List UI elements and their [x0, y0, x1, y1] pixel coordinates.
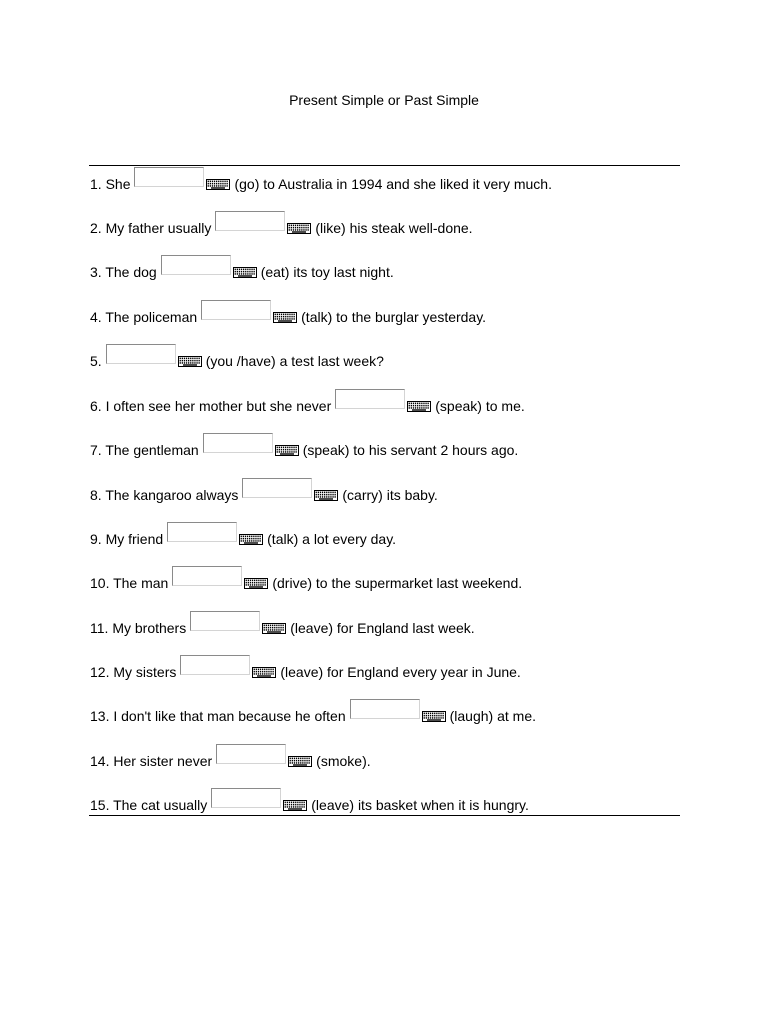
exercise-suffix: (leave) its basket when it is hungry. — [311, 797, 529, 813]
keyboard-icon[interactable] — [206, 179, 230, 190]
exercise-prefix: 15. The cat usually — [90, 797, 208, 813]
exercise-suffix: (speak) to me. — [435, 398, 525, 414]
exercise-suffix: (leave) for England every year in June. — [280, 664, 521, 680]
keyboard-icon[interactable] — [275, 445, 299, 456]
exercise-prefix: 13. I don't like that man because he often — [90, 708, 346, 724]
exercise-prefix: 7. The gentleman — [90, 442, 199, 458]
keyboard-icon[interactable] — [287, 223, 311, 234]
exercise-8 — [90, 485, 438, 505]
keyboard-icon[interactable] — [262, 623, 286, 634]
answer-input-15[interactable] — [211, 788, 281, 808]
exercise-3 — [90, 262, 394, 282]
exercise-prefix: 14. Her sister never — [90, 753, 213, 769]
answer-input-11[interactable] — [190, 611, 260, 631]
exercise-2 — [90, 218, 473, 238]
exercise-prefix: 6. I often see her mother but she never — [90, 398, 332, 414]
keyboard-icon[interactable] — [283, 800, 307, 811]
exercise-suffix: (smoke). — [316, 753, 371, 769]
exercise-prefix: 11. My brothers — [90, 620, 187, 636]
keyboard-icon[interactable] — [273, 312, 297, 323]
exercise-prefix: 5. — [90, 353, 102, 369]
answer-input-12[interactable] — [180, 655, 250, 675]
exercise-prefix: 8. The kangaroo always — [90, 487, 239, 503]
bottom-rule — [89, 815, 680, 816]
answer-input-14[interactable] — [216, 744, 286, 764]
exercise-suffix: (talk) a lot every day. — [267, 531, 397, 547]
exercise-12 — [90, 662, 521, 682]
exercise-suffix: (you /have) a test last week? — [205, 353, 384, 369]
answer-input-2[interactable] — [215, 211, 285, 231]
top-rule — [89, 165, 680, 166]
exercise-prefix: 4. The policeman — [90, 309, 198, 325]
page-title: Present Simple or Past Simple — [289, 92, 479, 108]
keyboard-icon[interactable] — [288, 756, 312, 767]
exercise-1 — [90, 174, 552, 194]
exercise-5 — [90, 351, 384, 371]
keyboard-icon[interactable] — [178, 356, 202, 367]
exercise-14 — [90, 751, 371, 771]
exercise-4 — [90, 307, 486, 327]
exercise-9 — [90, 529, 396, 549]
exercise-prefix: 1. She — [90, 176, 131, 192]
exercise-prefix: 10. The man — [90, 575, 169, 591]
exercise-suffix: (drive) to the supermarket last weekend. — [272, 575, 523, 591]
exercise-13 — [90, 706, 536, 726]
exercise-suffix: (leave) for England last week. — [290, 620, 475, 636]
exercise-10 — [90, 573, 522, 593]
exercise-suffix: (carry) its baby. — [342, 487, 438, 503]
answer-input-10[interactable] — [172, 566, 242, 586]
keyboard-icon[interactable] — [407, 401, 431, 412]
keyboard-icon[interactable] — [233, 267, 257, 278]
keyboard-icon[interactable] — [239, 534, 263, 545]
answer-input-7[interactable] — [203, 433, 273, 453]
exercise-suffix: (like) his steak well-done. — [315, 220, 473, 236]
keyboard-icon[interactable] — [314, 490, 338, 501]
answer-input-13[interactable] — [350, 699, 420, 719]
exercise-prefix: 2. My father usually — [90, 220, 212, 236]
keyboard-icon[interactable] — [244, 578, 268, 589]
exercise-suffix: (speak) to his servant 2 hours ago. — [302, 442, 519, 458]
exercise-suffix: (talk) to the burglar yesterday. — [301, 309, 487, 325]
exercise-15 — [90, 795, 529, 815]
exercise-prefix: 3. The dog — [90, 264, 157, 280]
answer-input-3[interactable] — [161, 255, 231, 275]
keyboard-icon[interactable] — [422, 711, 446, 722]
answer-input-6[interactable] — [335, 389, 405, 409]
exercise-suffix: (laugh) at me. — [449, 708, 536, 724]
exercise-11 — [90, 618, 475, 638]
keyboard-icon[interactable] — [252, 667, 276, 678]
exercise-prefix: 9. My friend — [90, 531, 164, 547]
exercise-suffix: (eat) its toy last night. — [260, 264, 394, 280]
answer-input-4[interactable] — [201, 300, 271, 320]
answer-input-1[interactable] — [134, 167, 204, 187]
answer-input-8[interactable] — [242, 478, 312, 498]
exercise-prefix: 12. My sisters — [90, 664, 177, 680]
exercise-6 — [90, 396, 525, 416]
answer-input-5[interactable] — [106, 344, 176, 364]
answer-input-9[interactable] — [167, 522, 237, 542]
exercise-suffix: (go) to Australia in 1994 and she liked it very much. — [234, 176, 552, 192]
exercise-7 — [90, 440, 518, 460]
